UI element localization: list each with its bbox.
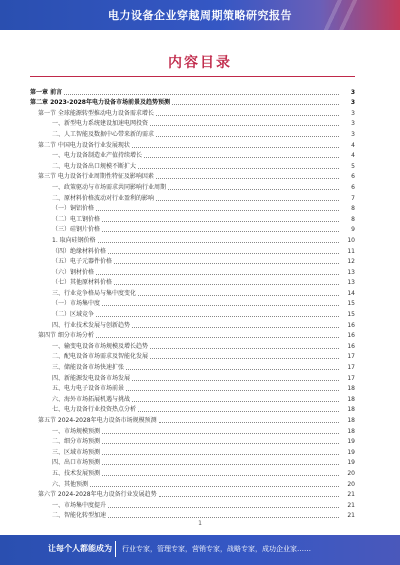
toc-leader-dots [102,453,339,455]
toc-entry-page: 5 [351,162,355,170]
toc-entry[interactable] [30,446,355,457]
toc-entry[interactable] [30,425,355,436]
toc-leader-dots [159,421,339,423]
toc-entry-page: 7 [351,194,355,202]
toc-entry[interactable] [30,383,355,394]
toc-entry-page: 17 [347,374,355,382]
toc-leader-dots [114,262,339,264]
toc-entry-page: 3 [351,130,355,138]
toc-entry-page: 12 [347,258,355,266]
toc-entry-page: 18 [347,427,355,435]
toc-leader-dots [126,368,339,370]
toc-entry[interactable] [30,107,355,118]
toc-entry-title: （三）硅钢片价格 [52,226,101,234]
toc-entry-title: 二、电力设备出口规模不断扩大 [52,162,137,170]
toc-divider [30,76,355,77]
toc-entry[interactable] [30,308,355,319]
toc-entry-page: 3 [351,120,355,128]
toc-leader-dots [96,209,339,211]
toc-entry[interactable] [30,414,355,425]
toc-entry-page: 18 [347,395,355,403]
toc-entry-title: 一、输变电设备市场规模及增长趋势 [52,342,149,350]
toc-entry-page: 19 [347,459,355,467]
toc-entry-page: 19 [347,438,355,446]
toc-entry-page: 18 [347,417,355,424]
toc-entry[interactable] [30,213,355,224]
toc-entry[interactable] [30,139,355,150]
toc-entry-title: 四、出口市场预测 [52,459,101,467]
toc-leader-dots [96,315,339,317]
toc-entry-page: 17 [347,353,355,361]
toc-entry-title: 第一节 全球能源转型推动电力设备需求增长 [38,109,154,117]
toc-leader-dots [102,220,339,222]
toc-entry[interactable] [30,128,355,139]
toc-entry-page: 6 [351,183,355,191]
toc-entry-page: 3 [351,109,355,117]
toc-leader-dots [90,485,339,487]
toc-entry[interactable] [30,266,355,277]
toc-entry[interactable] [30,234,355,245]
toc-entry-title: （四）绝缘材料价格 [52,247,107,255]
toc-entry[interactable] [30,340,355,351]
toc-entry-title: 第四节 细分市场分析 [38,332,94,340]
toc-leader-dots [156,135,339,137]
toc-leader-dots [96,336,339,338]
toc-entry-page: 8 [351,205,355,213]
toc-entry-title: 第六节 2024-2028年电力设备行业发展趋势 [38,491,157,499]
toc-entry-page: 20 [347,480,355,488]
toc-entry[interactable] [30,86,355,97]
toc-entry-title: （七）其他原材料价格 [52,279,113,287]
table-of-contents [30,86,355,520]
toc-entry[interactable] [30,319,355,330]
toc-entry-title: 三、储能设备市场快速扩张 [52,364,125,372]
toc-entry[interactable] [30,510,355,521]
toc-entry-title: 二、细分市场预测 [52,438,101,446]
toc-entry-page: 13 [347,268,355,276]
toc-leader-dots [172,103,339,105]
toc-entry[interactable] [30,171,355,182]
toc-entry[interactable] [30,330,355,341]
toc-entry-page: 18 [347,406,355,414]
toc-leader-dots [108,516,339,518]
toc-entry-title: 第五节 2024-2028年电力设备市场规模预测 [38,417,157,424]
toc-entry[interactable] [30,457,355,468]
toc-leader-dots [102,304,339,306]
toc-entry-title: 四、行业技术发展与创新趋势 [52,321,131,329]
toc-leader-dots [108,252,339,254]
toc-entry-page: 20 [347,469,355,477]
toc-entry-title: 二、原材料价格波动对行业盈利的影响 [52,194,155,202]
toc-leader-dots [150,124,339,126]
report-title: 电力设备企业穿越周期策略研究报告 [108,9,292,22]
toc-entry[interactable] [30,203,355,214]
toc-entry-title: 四、新能源发电设备市场发展 [52,374,131,382]
toc-entry-title: （五）电子元器件价格 [52,258,113,266]
toc-entry-title: 一、政策驱动与市场需求共同影响行业周期 [52,183,167,191]
toc-leader-dots [98,241,339,243]
toc-entry-title: 一、市场集中度提升 [52,501,107,509]
toc-leader-dots [102,432,339,434]
toc-leader-dots [168,188,339,190]
toc-entry-page: 11 [347,247,355,255]
toc-entry[interactable] [30,287,355,298]
toc-entry-title: （六）钢材价格 [52,268,95,276]
toc-leader-dots [102,474,339,476]
toc-entry-page: 8 [351,215,355,223]
toc-entry-page: 4 [351,141,355,149]
toc-leader-dots [159,495,339,497]
toc-entry-page: 16 [347,332,355,340]
toc-leader-dots [108,506,339,508]
toc-entry-title: 第一章 前言 [30,88,63,96]
toc-entry[interactable] [30,224,355,235]
toc-entry[interactable] [30,351,355,362]
toc-entry-page: 6 [351,173,355,181]
toc-leader-dots [138,167,339,169]
toc-leader-dots [138,294,339,296]
toc-leader-dots [102,463,339,465]
toc-entry-page: 13 [347,279,355,287]
toc-entry[interactable] [30,97,355,108]
toc-entry-title: 五、电力电子设备市场前景 [52,385,125,393]
toc-entry[interactable] [30,256,355,267]
toc-leader-dots [132,146,339,148]
toc-entry-title: 一、新型电力系统建设加速电网投资 [52,120,149,128]
toc-leader-dots [132,379,339,381]
toc-entry-title: 三、行业竞争格局与集中度变化 [52,289,137,297]
toc-entry-page: 15 [347,311,355,319]
toc-entry-page: 18 [347,385,355,393]
toc-entry[interactable] [30,160,355,171]
toc-leader-dots [126,389,339,391]
toc-leader-dots [114,283,339,285]
footer-divider [115,541,116,557]
toc-leader-dots [138,410,339,412]
toc-leader-dots [150,357,339,359]
toc-entry-title: 一、市场规模预测 [52,427,101,435]
toc-leader-dots [132,400,339,402]
toc-entry-page: 19 [347,448,355,456]
toc-entry-title: （二）电工钢价格 [52,215,101,223]
toc-entry-title: （一）铜铝价格 [52,205,95,213]
toc-entry-title: 1. 取向硅钢价格 [52,236,96,244]
toc-entry-title: 第二章 2023-2028年电力设备市场前景及趋势预测 [30,99,170,107]
toc-entry[interactable] [30,393,355,404]
toc-entry-page: 4 [351,152,355,160]
toc-entry[interactable] [30,478,355,489]
toc-entry-page: 10 [347,236,355,244]
toc-leader-dots [102,442,339,444]
toc-entry[interactable] [30,277,355,288]
toc-leader-dots [156,199,339,201]
toc-entry-title: 第三节 电力设备行业周期性特征及影响因素 [38,173,154,181]
toc-leader-dots [150,347,339,349]
footer-slogan: 让每个人都能成为 [48,544,112,553]
toc-entry-title: 第二节 中国电力设备行业发展现状 [38,141,130,149]
toc-entry[interactable] [30,118,355,129]
toc-entry[interactable] [30,436,355,447]
page-number: 1 [198,520,202,527]
toc-entry[interactable] [30,150,355,161]
footer-tagline: 行业专家，管理专家，营销专家，战略专家，成功企业家…… [122,545,311,553]
toc-leader-dots [156,177,339,179]
toc-entry-title: 二、人工智能及数据中心带来新的需求 [52,130,155,138]
toc-entry-title: 五、技术发展预测 [52,469,101,477]
toc-entry-page: 14 [347,289,355,297]
toc-entry-title: 三、区域市场预测 [52,448,101,456]
toc-leader-dots [132,326,339,328]
toc-entry[interactable] [30,298,355,309]
toc-leader-dots [156,114,339,116]
toc-leader-dots [102,230,339,232]
toc-entry-title: 六、其他预测 [52,480,89,488]
toc-entry-page: 17 [347,364,355,372]
toc-leader-dots [96,273,339,275]
toc-entry-page: 15 [347,300,355,308]
toc-entry[interactable] [30,404,355,415]
toc-entry[interactable] [30,361,355,372]
toc-entry[interactable] [30,245,355,256]
toc-entry-page: 21 [347,512,355,520]
toc-entry-page: 9 [351,226,355,234]
toc-entry-page: 16 [347,342,355,350]
toc-leader-dots [64,93,339,95]
toc-entry-page: 3 [350,88,355,96]
toc-entry-page: 21 [347,491,355,499]
toc-entry-title: 二、配电设备市场需求及智能化发展 [52,353,149,361]
toc-entry-title: （一）市场集中度 [52,300,101,308]
toc-heading: 内容目录 [168,55,232,71]
toc-entry-title: 七、电力设备行业投资热点分析 [52,406,137,414]
toc-entry-title: 二、智能化转型加速 [52,512,107,520]
toc-leader-dots [144,156,339,158]
toc-entry-page: 16 [347,321,355,329]
toc-entry[interactable] [30,192,355,203]
toc-entry-title: 六、海外市场拓展机遇与挑战 [52,395,131,403]
toc-entry-title: 一、电力设备制造业产值持续增长 [52,152,143,160]
toc-entry[interactable] [30,181,355,192]
toc-entry-title: （二）区域竞争 [52,311,95,319]
toc-entry[interactable] [30,372,355,383]
toc-entry[interactable] [30,499,355,510]
toc-entry[interactable] [30,489,355,500]
toc-entry-page: 21 [347,501,355,509]
toc-entry-page: 3 [350,99,355,107]
toc-entry[interactable] [30,467,355,478]
